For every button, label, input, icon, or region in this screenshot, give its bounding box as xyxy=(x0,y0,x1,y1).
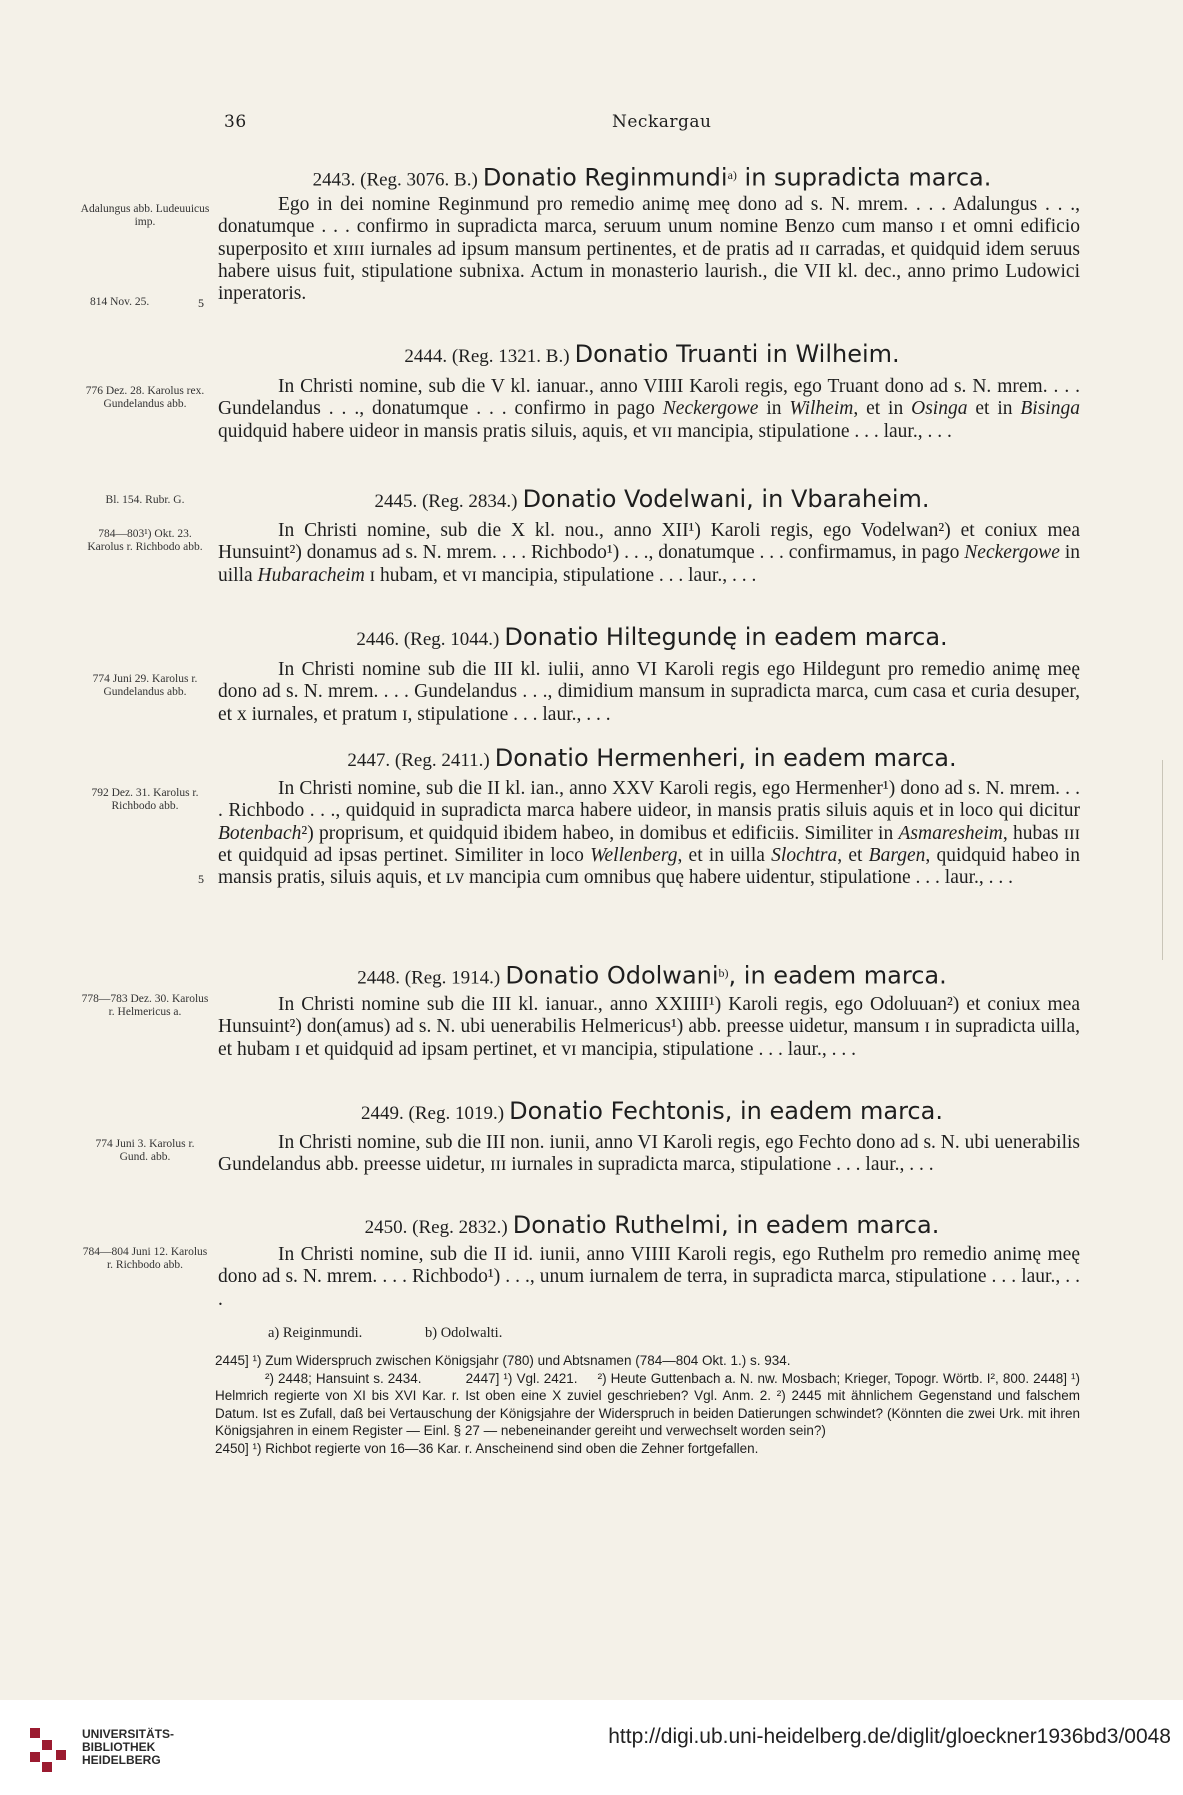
line-number: 5 xyxy=(198,872,204,886)
text-part: , et in xyxy=(853,398,912,420)
entry-reg: 2447. (Reg. 2411.) xyxy=(347,750,490,771)
place-name: Hubaracheim xyxy=(257,564,365,586)
permalink-url[interactable]: http://digi.ub.uni-heidelberg.de/diglit/gloeckner1936bd3/0048 xyxy=(608,1725,1171,1748)
entry-title: Donatio Odolwani xyxy=(505,961,719,990)
entry-2447-heading xyxy=(224,743,1080,776)
entry-title: Donatio Fechtonis, in eadem marca. xyxy=(509,1097,943,1125)
footnote: 2445] ¹) Zum Widerspruch zwischen Königsjahr (780) und Abtsnamen (784—804 Okt. 1.) s. 934. xyxy=(215,1353,791,1368)
variant-note-b: b) Odolwalti. xyxy=(425,1325,503,1341)
place-name: Bargen xyxy=(868,844,926,866)
place-name: Wilheim xyxy=(789,398,854,420)
entry-2447-text xyxy=(218,778,1080,889)
text-part: In Christi nomine, sub die X kl. nou., anno XII¹) Karoli regis, ego Vodelwan²) et coniux mea Hunsuint²) donamus ad s. N. mrem. . . . Richbodo¹) . . ., donatumque . . . confirmamus, in pago xyxy=(218,520,1080,564)
entry-reg: 2448. (Reg. 1914.) xyxy=(357,967,501,989)
entry-2445-text xyxy=(218,520,1080,587)
place-name: Neckergowe xyxy=(964,542,1060,564)
place-name: Osinga xyxy=(911,398,968,420)
ub-heidelberg-logo-icon[interactable] xyxy=(26,1726,74,1774)
margin-note: 784—804 Juni 12. Karolus r. Richbodo abb. xyxy=(82,1246,208,1271)
running-title: Neckargau xyxy=(612,112,712,132)
library-name-line: BIBLIOTHEK xyxy=(82,1740,156,1754)
entry-title: Donatio Vodelwani, in Vbaraheim. xyxy=(522,485,930,513)
entry-2445-heading xyxy=(224,484,1080,517)
entry-reg: 2449. (Reg. 1019.) xyxy=(361,1103,505,1124)
place-name: Wellenberg xyxy=(590,844,678,866)
text-part: In Christi nomine, sub die V kl. ianuar., anno VIIII Karoli regis, ego Truant dono ad s. N. mrem. . . . Gundelandus . . ., donatumque . . . confirmo in pago xyxy=(218,376,1080,420)
entry-reg: 2446. (Reg. 1044.) xyxy=(356,629,500,650)
footnote: 2448] ¹) Helmrich regierte von XI bis XVI Kar. r. Ist oben eine X zuviel geschrieben? Vgl. Anm. 2. xyxy=(215,1370,1080,1403)
entry-reg: 2443. (Reg. 3076. B.) xyxy=(312,169,478,191)
footnote: 2447] ¹) Vgl. 2421. xyxy=(465,1370,578,1386)
entry-reg: 2445. (Reg. 2834.) xyxy=(374,491,518,512)
entry-title: Donatio Hiltegundę in eadem marca. xyxy=(504,623,948,651)
footnote: ²) 2445 mit ähnlichem Gegenstand und falschem Datum. Ist es Zufall, daß bei Vertauschung der Königsjahre der Widerspruch in beiden Datierungen schwindet? (Könnten die zwei Urk. mit ihren Königsjahren in einem Register — Einl. § 27 — nebeneinander gereiht und verwechselt worden sein?) xyxy=(215,1388,1080,1438)
place-name: Slochtra xyxy=(771,844,838,866)
entry-reg: 2450. (Reg. 2832.) xyxy=(364,1217,508,1238)
entry-title: Donatio Truanti in Wilheim. xyxy=(574,340,900,368)
margin-note: 774 Juni 3. Karolus r. Gund. abb. xyxy=(95,1138,195,1163)
title-note-marker: b) xyxy=(718,966,729,980)
entry-2446-heading xyxy=(224,622,1080,655)
entry-2449-text: In Christi nomine, sub die III non. iunii, anno VI Karoli regis, ego Fechto dono ad s. N. ubi uenerabilis Gundelandus abb. preesse uidetur, ɪɪɪ iurnales in supradicta marca, stipulatione . . . laur., . . . xyxy=(218,1132,1080,1176)
entry-2448-heading xyxy=(224,958,1080,993)
entry-title: Donatio Ruthelmi, in eadem marca. xyxy=(512,1211,940,1239)
title-note-marker: a) xyxy=(727,168,737,182)
text-part: , et xyxy=(837,844,869,866)
text-part: in uilla xyxy=(218,542,1080,586)
text-part: , hubas ɪɪɪ et quidquid ad ipsas pertinet. Similiter in loco xyxy=(218,822,1080,866)
place-name: Bisinga xyxy=(1020,398,1080,420)
margin-date: 814 Nov. 25. xyxy=(90,296,150,308)
entry-2450-heading xyxy=(224,1210,1080,1243)
library-name-line: HEIDELBERG xyxy=(82,1753,161,1767)
margin-note: 778—783 Dez. 30. Karolus r. Helmericus a. xyxy=(81,993,209,1018)
entry-2450-text: In Christi nomine, sub die II id. iunii, anno VIIII Karoli regis, ego Ruthelm pro remedio animę meę dono ad s. N. mrem. . . . Richbodo¹) . . ., unum iurnalem de terra, in supradicta marca, stipulatione . . . laur., . . . xyxy=(218,1244,1080,1310)
entry-2448-text: In Christi nomine sub die III kl. ianuar., anno XXIIII¹) Karoli regis, ego Odoluuan²) et coniux mea Hunsuint²) don(amus) ad s. N. ubi uenerabilis Helmericus¹) abb. preesse uidetur, mansum ɪ in supradicta uilla, et hubam ɪ et quidquid ad ipsam pertinet, et ᴠɪ mancipia, stipulatione . . . laur., . . . xyxy=(218,994,1080,1060)
text-part: et in xyxy=(967,398,1021,420)
margin-note: Adalungus abb. Ludeuuicus imp. xyxy=(80,203,210,228)
text-part: , quidquid habeo in mansis pratis, siluis aquis, et ʟᴠ mancipia cum omnibus quę habere uidentur, stipulatione . . . laur., . . . xyxy=(218,844,1080,889)
margin-note: 776 Dez. 28. Karolus rex. Gundelandus abb. xyxy=(85,385,205,410)
entry-2443-heading xyxy=(224,160,1080,195)
margin-rubric: Bl. 154. Rubr. G. xyxy=(105,494,185,506)
entry-reg: 2444. (Reg. 1321. B.) xyxy=(404,346,570,367)
text-part: In Christi nomine, sub die II kl. ian., anno XXV Karoli regis, ego Hermenher¹) dono ad s. N. mrem. . . . Richbodo . . ., quidquid in supradicta marca habere uideor, in mansis pratis siluis aquis et in loco qui dicitur xyxy=(218,778,1080,822)
entry-2444-text xyxy=(218,376,1080,443)
page-number: 36 xyxy=(224,112,247,132)
text-part: quidquid habere uideor in mansis pratis siluis, aquis, et ᴠɪɪ mancipia, stipulatione . . . laur., . . . xyxy=(218,420,952,442)
text-part: in xyxy=(758,398,790,420)
entry-2444-heading xyxy=(224,339,1080,372)
text-part: ²) proprisum, et quidquid ibidem habeo, in domibus et edificiis. Similiter in xyxy=(301,822,899,844)
entry-title: Donatio Hermenheri, in eadem marca. xyxy=(494,744,957,772)
footnotes-block xyxy=(215,1352,1080,1457)
library-name-line: UNIVERSITÄTS- xyxy=(82,1727,175,1741)
footnote: ²) 2448; Hansuint s. 2434. xyxy=(265,1370,422,1386)
scan-edge-line xyxy=(1162,760,1163,960)
entry-2446-text: In Christi nomine sub die III kl. iulii, anno VI Karoli regis ego Hildegunt pro remedio animę meę dono ad s. N. mrem. . . . Gundelandus . . ., dimidium mansum in supradicta marca, cum casa et curia desuper, et x iurnales, et pratum ɪ, stipulatione . . . laur., . . . xyxy=(218,659,1080,725)
variant-note-a: a) Reiginmundi. xyxy=(268,1325,363,1341)
place-name: Neckergowe xyxy=(662,398,759,420)
place-name: Botenbach xyxy=(218,822,302,844)
entry-title-tail: in supradicta marca. xyxy=(736,163,992,192)
entry-2443-text: Ego in dei nomine Reginmund pro remedio animę meę dono ad s. N. mrem. . . . Adalungus . . ., donatumque . . . confirmo in supradicta marca, seruum unum nomine Benzo cum manso ɪ et omni edificio superposito et xɪɪɪɪ iurnales ad ipsum mansum pertinentes, et de pratis ad ɪɪ carradas, et quidquid idem seruus habere uisus fuit, stipulatione subnixa. Actum in monasterio laurish., die VII kl. dec., anno primo Ludowici inperatoris. xyxy=(218,194,1080,305)
entry-title: Donatio Reginmundi xyxy=(482,163,728,192)
entry-2449-heading xyxy=(224,1096,1080,1129)
margin-note: 774 Juni 29. Karolus r. Gundelandus abb. xyxy=(92,673,198,698)
footnote: ²) Heute Guttenbach a. N. nw. Mosbach; Krieger, Topogr. Wörtb. I², 800. xyxy=(597,1370,1030,1386)
line-number: 5 xyxy=(198,296,204,310)
text-part: ɪ hubam, et ᴠɪ mancipia, stipulatione . . . laur., . . . xyxy=(364,564,757,586)
margin-note: 784—803¹) Okt. 23. Karolus r. Richbodo abb. xyxy=(87,528,203,553)
entry-title-tail: , in eadem marca. xyxy=(728,961,947,990)
library-name[interactable] xyxy=(82,1728,174,1767)
footnote: 2450] ¹) Richbot regierte von 16—36 Kar. r. Anscheinend sind oben die Zehner fortgefallen. xyxy=(215,1440,759,1456)
text-part: , et in uilla xyxy=(677,844,772,866)
place-name: Asmaresheim xyxy=(898,822,1003,844)
margin-note: 792 Dez. 31. Karolus r. Richbodo abb. xyxy=(91,787,199,812)
